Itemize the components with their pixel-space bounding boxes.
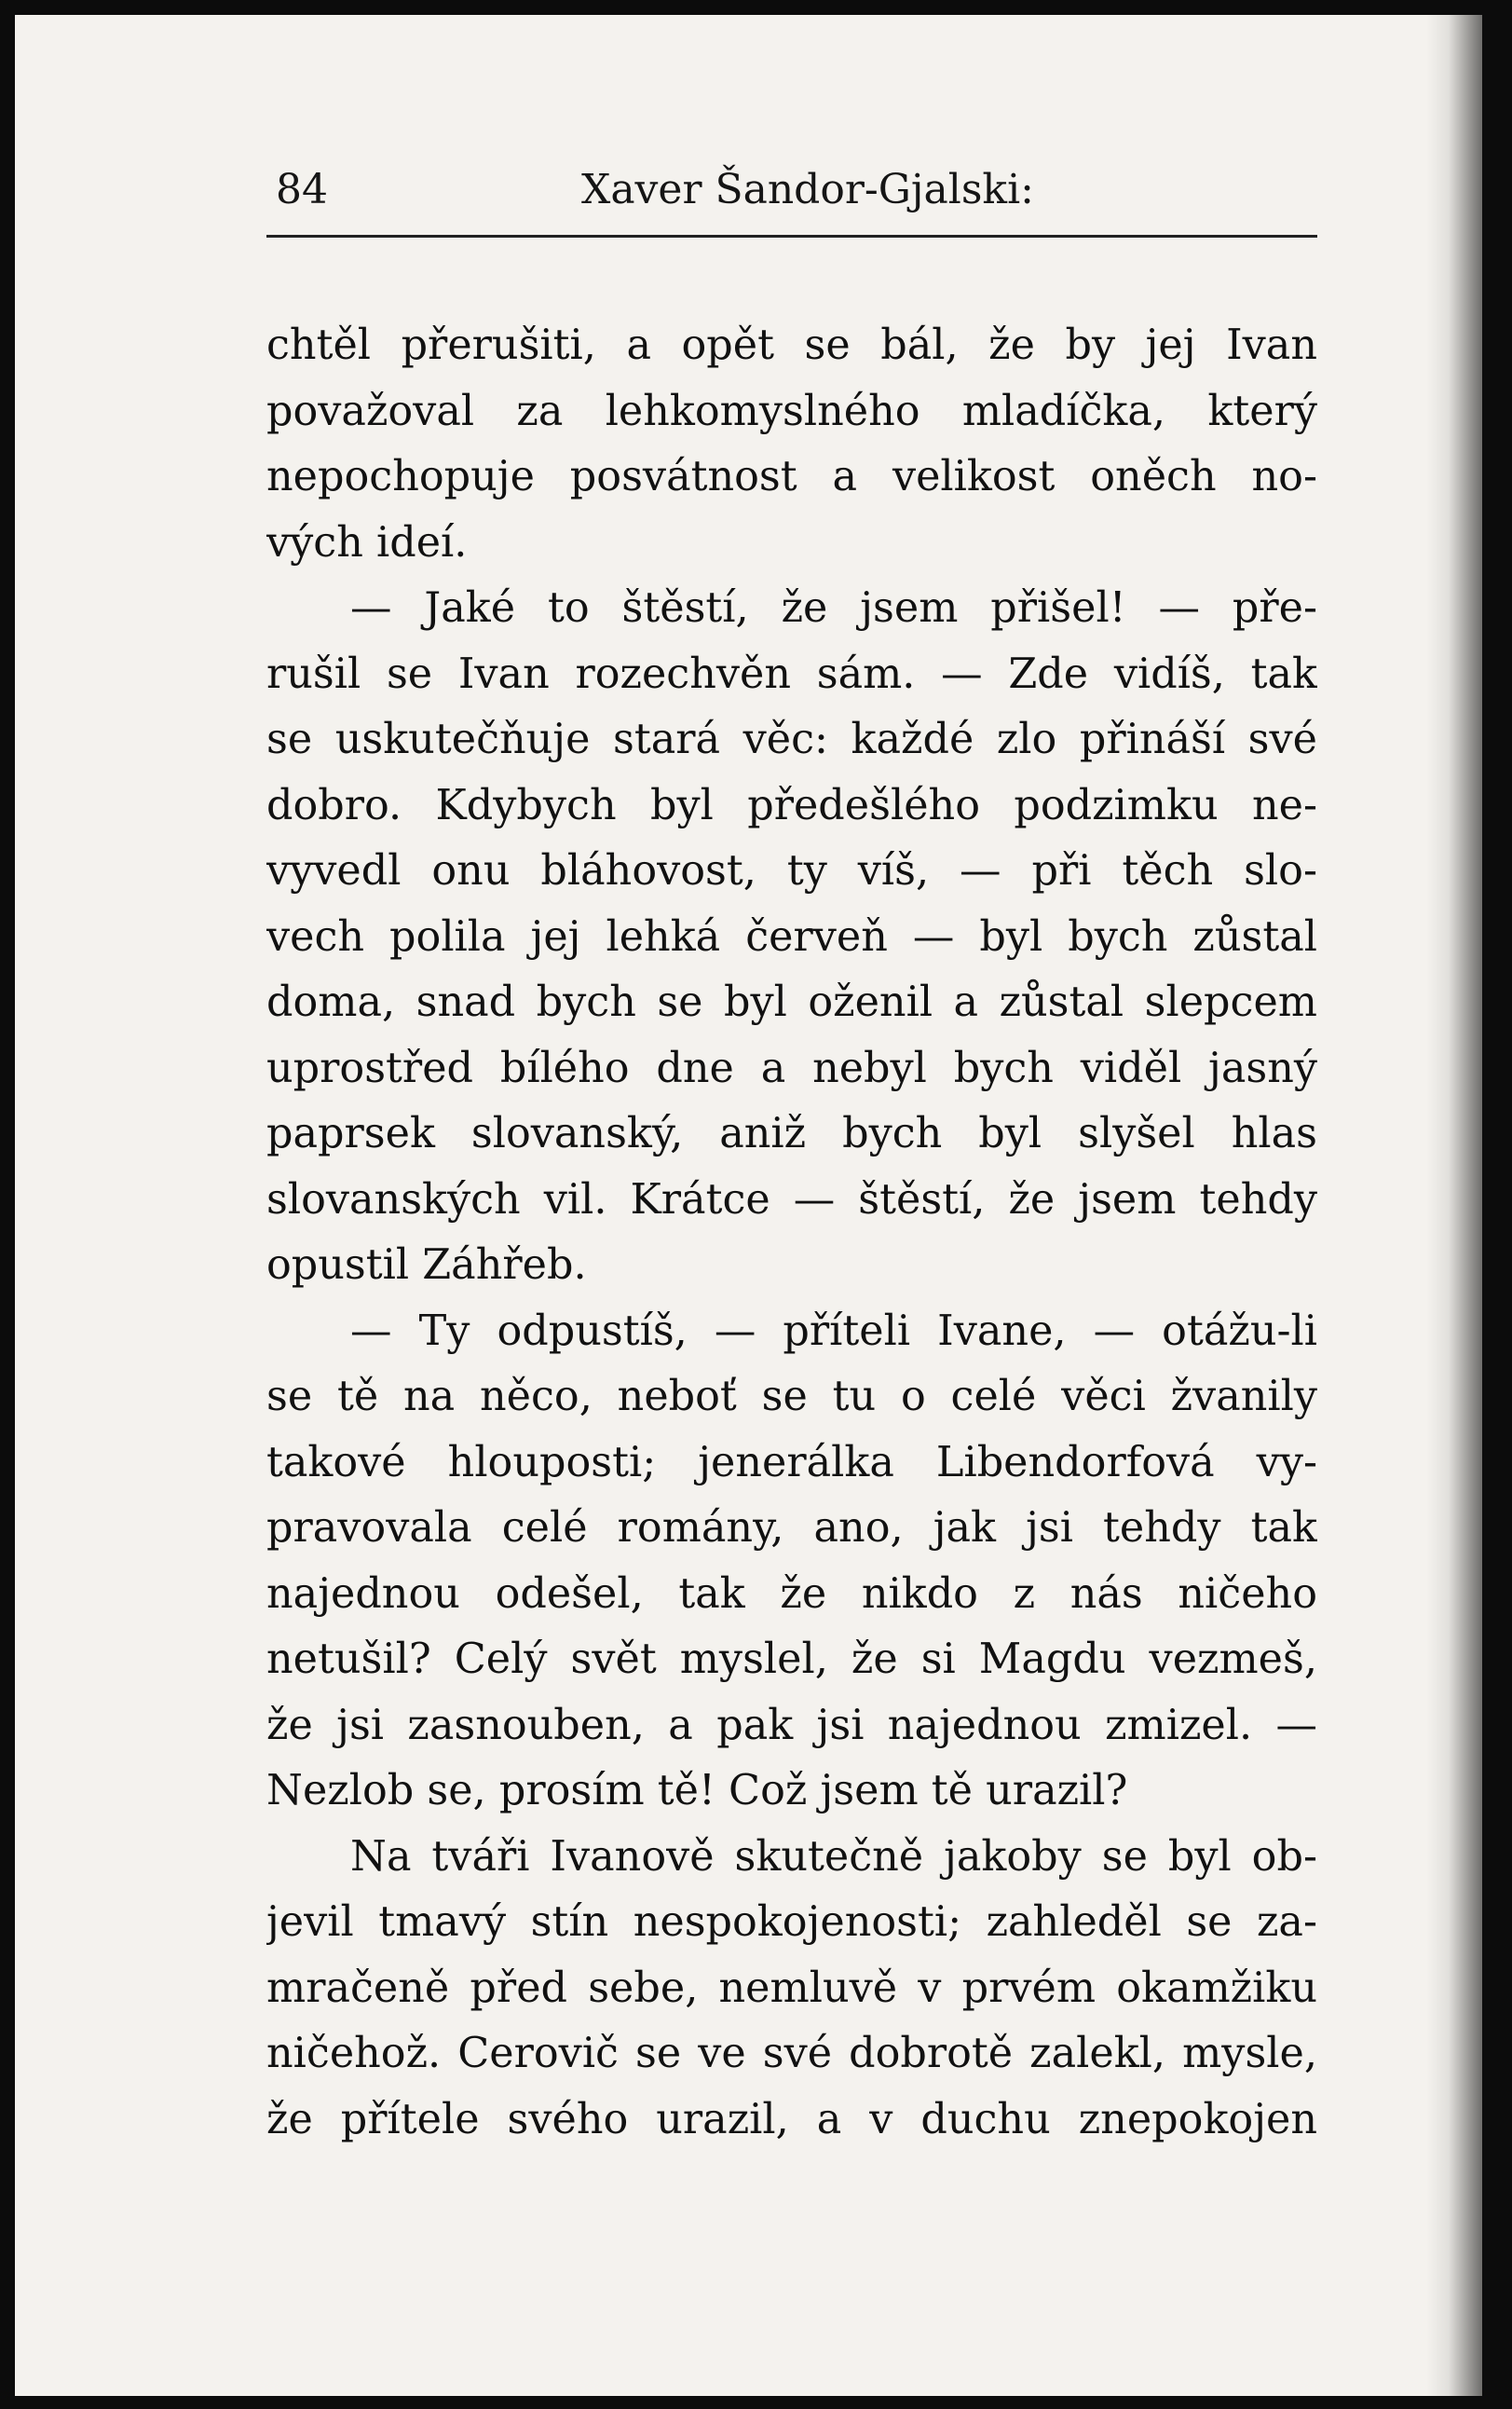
- text-line: — Ty odpustíš, — příteli Ivane, — otážu-li: [350, 1307, 1317, 1355]
- text-line: jevil tmavý stín nespokojenosti; zahleděl se za-: [266, 1898, 1317, 1946]
- text-line: chtěl přerušiti, a opět se bál, že by jej Ivan: [266, 322, 1317, 369]
- text-line: nepochopuje posvátnost a velikost oněch no-: [266, 453, 1317, 500]
- text-line: Na tváři Ivanově skutečně jakoby se byl ob-: [350, 1832, 1317, 1881]
- running-title: Xaver Šandor-Gjalski:: [581, 166, 1034, 213]
- text-line: — Jaké to štěstí, že jsem přišel! — pře-: [350, 584, 1317, 632]
- text-line: považoval za lehkomyslného mladíčka, který: [266, 387, 1317, 435]
- text-line: ničehož. Cerovič se ve své dobrotě zalekl, mysle,: [266, 2030, 1317, 2077]
- running-header: [266, 166, 1317, 231]
- text-line: Nezlob se, prosím tě! Což jsem tě urazil?: [266, 1767, 1128, 1814]
- text-line: dobro. Kdybych byl předešlého podzimku ne-: [266, 781, 1317, 829]
- text-line: takové hlouposti; jenerálka Libendorfová vy-: [266, 1438, 1317, 1486]
- text-line: vých ideí.: [266, 518, 468, 567]
- book-page: [15, 15, 1482, 2396]
- text-line: opustil Záhřeb.: [266, 1241, 587, 1289]
- text-line: doma, snad bych se byl oženil a zůstal slepcem: [266, 979, 1317, 1026]
- text-line: uprostřed bílého dne a nebyl bych viděl jasný: [266, 1044, 1317, 1092]
- text-line: rušil se Ivan rozechvěn sám. — Zde vidíš, tak: [266, 650, 1317, 698]
- text-line: vyvedl onu bláhovost, ty víš, — při těch slo-: [266, 847, 1317, 895]
- text-line: slovanských vil. Krátce — štěstí, že jsem tehdy: [266, 1175, 1317, 1224]
- text-line: že přítele svého urazil, a v duchu znepokojen: [266, 2095, 1317, 2143]
- page-spine-shadow: [1426, 15, 1482, 2396]
- text-line: že jsi zasnouben, a pak jsi najednou zmizel. —: [266, 1701, 1317, 1749]
- header-rule: [266, 235, 1317, 238]
- text-line: mračeně před sebe, nemluvě v prvém okamžiku: [266, 1964, 1317, 2012]
- text-line: vech polila jej lehká červeň — byl bych zůstal: [266, 912, 1317, 961]
- text-line: se uskutečňuje stará věc: každé zlo přináší své: [266, 716, 1317, 763]
- text-line: paprsek slovanský, aniž bych byl slyšel hlas: [266, 1110, 1317, 1157]
- text-line: se tě na něco, neboť se tu o celé věci žvanily: [266, 1373, 1317, 1420]
- page-number: 84: [276, 166, 328, 213]
- text-line: najednou odešel, tak že nikdo z nás ničeho: [266, 1569, 1317, 1618]
- body-text: [266, 313, 1317, 2153]
- text-line: pravovala celé romány, ano, jak jsi tehdy tak: [266, 1504, 1317, 1552]
- text-line: netušil? Celý svět myslel, že si Magdu vezmeš,: [266, 1636, 1317, 1683]
